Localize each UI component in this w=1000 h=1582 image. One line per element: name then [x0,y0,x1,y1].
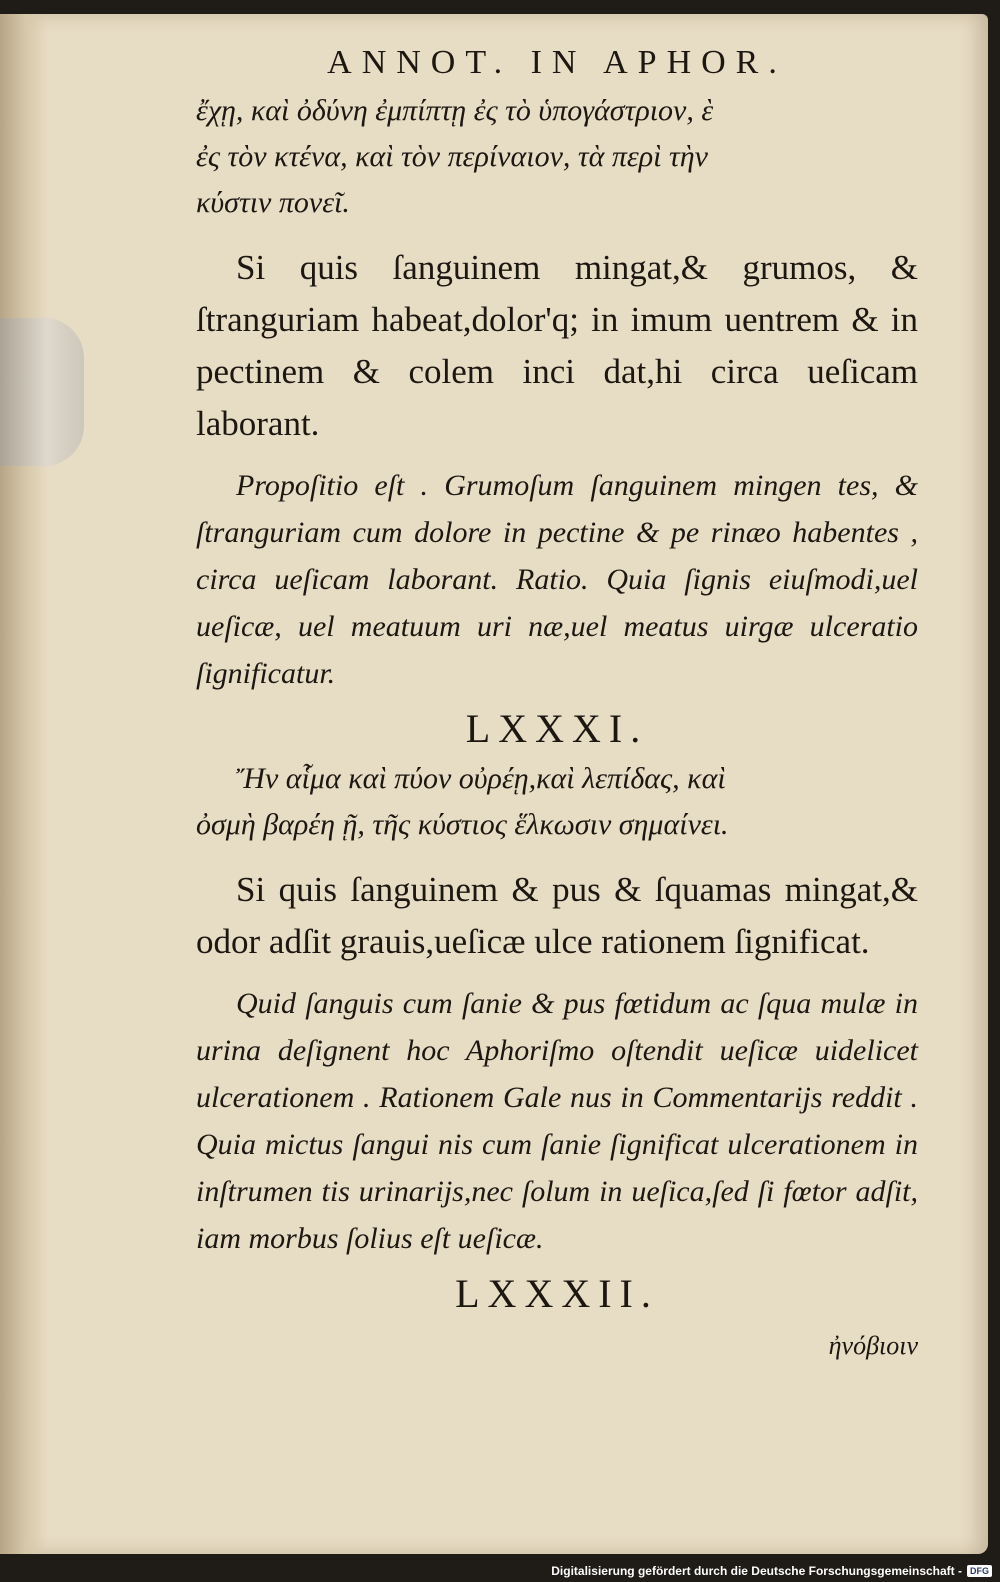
page-text-block [196,44,918,1361]
commentary-81: Quid ſanguis cum ſanie & pus fœtidum ac ſqua mulæ in urina deſignent hoc Aphoriſmo oſtendit ueſicæ uidelicet ulcerationem . Rationem Gale nus in Commentarijs reddit . Quia mictus ſangui nis cum ſanie ſignificat ulcerationem in inſtrumen tis urinarijs,nec ſolum in ueſica,ſed ſi fœtor adſit, iam morbus ſolius eſt ueſicæ. [196,987,918,1255]
aphorism-numeral-82: LXXXII. [455,1271,659,1316]
greek-line: κύστιν πονεῖ. [196,186,350,219]
running-head: ANNOT. IN APHOR. [327,44,787,81]
greek-line: ἔχῃ, καὶ ὀδύνη ἐμπίπτῃ ἐς τὸ ὑπογάστριον, ὲ [196,94,714,127]
greek-line: Ἤν αἷμα καὶ πύον οὐρέῃ,καὶ λεπίδας, καὶ [236,762,726,795]
latin-aphorism-80: Si quis ſanguinem mingat,& grumos, & ſtranguriam habeat,dolor'q; in imum uentrem & in pectinem & colem inci dat,hi circa ueſicam laborant. [196,248,918,443]
page-clip [0,318,84,466]
digitization-footer [551,1564,992,1578]
greek-line: ἐς τὸν κτένα, καὶ τὸν περίναιον, τὰ περὶ τὴν [196,140,708,173]
dfg-logo-icon: DFG [967,1565,992,1577]
aphorism-numeral-81: LXXXI. [465,706,649,751]
footer-credit: Digitalisierung gefördert durch die Deutsche Forschungsgemeinschaft - [551,1564,962,1578]
commentary-80: Propoſitio eſt . Grumoſum ſanguinem mingen tes, & ſtranguriam cum dolore in pectine & pe rinæo habentes , circa ueſicam laborant. Ratio. Quia ſignis eiuſmodi,uel ueſicæ, uel meatuum uri næ,uel meatus uirgæ ulceratio ſignificatur. [196,469,918,690]
catchword: ἠνόβιοιν [828,1331,918,1360]
page-gutter [0,14,48,1554]
greek-line: ὀσμὴ βαρέη ῇ, τῆς κύστιος ἕλκωσιν σημαίνει. [196,808,729,841]
latin-aphorism-81: Si quis ſanguinem & pus & ſquamas mingat,& odor adſit grauis,ueſicæ ulce rationem ſignificat. [196,870,918,961]
